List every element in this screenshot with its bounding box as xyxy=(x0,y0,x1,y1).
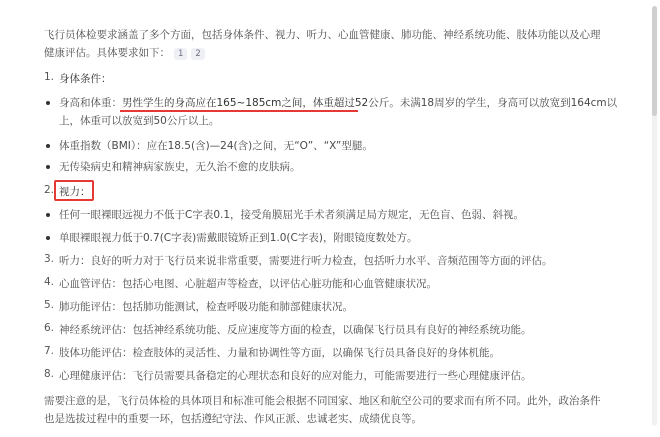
section-2-number: 2. xyxy=(44,184,55,196)
intro-line-1: 飞行员体检要求涵盖了多个方面，包括身体条件、视力、听力、心血管健康、肺功能、神经系统功能、肢体功能以及心理 xyxy=(44,29,601,41)
outro-line-2: 也是选拔过程中的重要一环，包括遵纪守法、作风正派、忠诚老实、成绩优良等。 xyxy=(44,413,422,425)
intro-line-2-text: 健康评估。具体要求如下： xyxy=(44,47,170,59)
section-7-text: 肢体功能评估：检查肢体的灵活性、力量和协调性等方面，以确保飞行员具备良好的身体机能。 xyxy=(59,347,500,359)
section-1-title: 身体条件： xyxy=(59,73,112,85)
height-weight-rest: 。未满18周岁的学生，身高可以放宽到164cm以 xyxy=(389,97,618,109)
bullet xyxy=(46,213,50,217)
bullet xyxy=(46,101,50,105)
section-7-number: 7. xyxy=(44,345,55,357)
vision-item-2: 单眼裸眼视力低于0.7(C字表)需戴眼镜矫正到1.0(C字表)，附眼镜度数处方。 xyxy=(59,232,418,244)
section-8-number: 8. xyxy=(44,368,55,380)
section-3-number: 3. xyxy=(44,253,55,265)
intro-line-2 xyxy=(44,45,205,60)
section-3-text: 听力：良好的听力对于飞行员来说非常重要，需要进行听力检查，包括听力水平、音频范围等方面的评估。 xyxy=(59,255,553,267)
height-weight-highlight: 男性学生的身高应在165~185cm之间，体重超过52公斤 xyxy=(122,97,390,109)
bullet xyxy=(46,144,50,148)
height-weight-label: 身高和体重： xyxy=(59,97,122,109)
disease-history-item: 无传染病史和精神病家族史，无久治不愈的皮肤病。 xyxy=(59,161,301,173)
reference-2[interactable]: 2 xyxy=(191,48,204,60)
section-8-text: 心理健康评估：飞行员需要具备稳定的心理状态和良好的应对能力，可能需要进行一些心理健康评估。 xyxy=(59,370,532,382)
section-1-number: 1. xyxy=(44,71,55,83)
scrollbar-thumb[interactable] xyxy=(652,6,657,116)
section-4-text: 心血管评估：包括心电图、心脏超声等检查，以评估心脏功能和心血管健康状况。 xyxy=(59,278,437,290)
section-6-text: 神经系统评估：包括神经系统功能、反应速度等方面的检查，以确保飞行员具有良好的神经系统功能。 xyxy=(59,324,532,336)
highlight-box xyxy=(54,180,94,201)
bullet xyxy=(46,236,50,240)
section-5-number: 5. xyxy=(44,299,55,311)
bmi-item: 体重指数（BMI）：应在18.5(含)—24(含)之间，无“O”、“X”型腿。 xyxy=(59,140,373,152)
vision-item-1: 任何一眼裸眼远视力不低于C字表0.1，接受角膜屈光手术者须满足局方规定，无色盲、色弱、斜视。 xyxy=(59,209,525,221)
section-2-title: 视力： xyxy=(59,186,91,198)
highlight-underline xyxy=(120,110,358,112)
reference-1[interactable]: 1 xyxy=(174,48,187,60)
height-weight-line-1 xyxy=(59,95,617,110)
height-weight-line-2: 上，体重可以放宽到50公斤以上。 xyxy=(59,115,220,127)
section-5-text: 肺功能评估：包括肺功能测试，检查呼吸功能和肺部健康状况。 xyxy=(59,301,353,313)
section-6-number: 6. xyxy=(44,322,55,334)
outro-line-1: 需要注意的是，飞行员体检的具体项目和标准可能会根据不同国家、地区和航空公司的要求而有所不同。此外，政治条件 xyxy=(44,395,601,407)
bullet xyxy=(46,165,50,169)
section-4-number: 4. xyxy=(44,276,55,288)
